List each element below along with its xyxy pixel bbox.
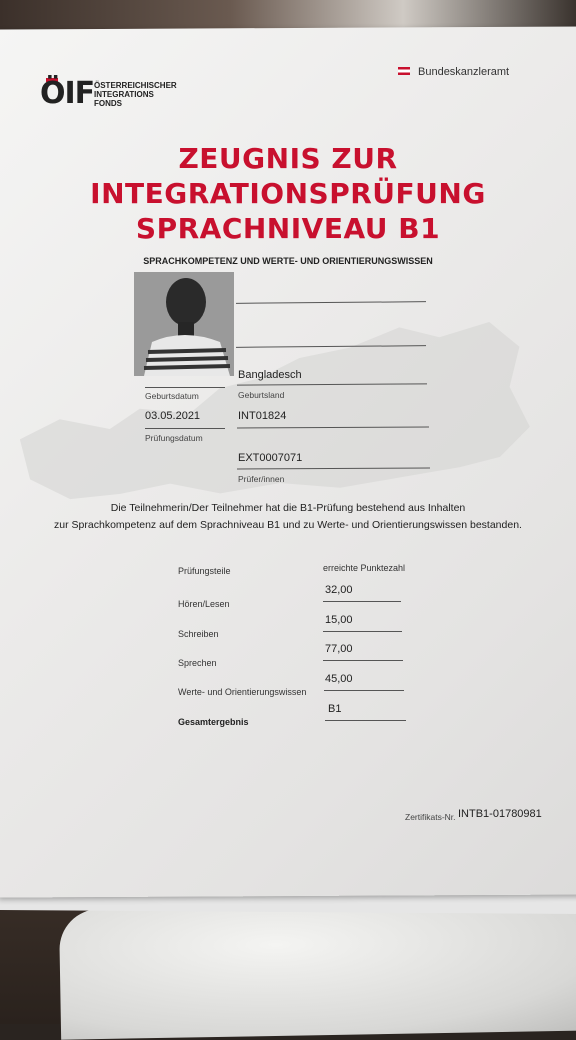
exam-date-value: 03.05.2021	[145, 410, 201, 422]
total-label: Gesamtergebnis	[178, 717, 249, 727]
title-line-1: ZEUGNIS ZUR	[178, 142, 398, 175]
part-werte: Werte- und Orientierungswissen	[178, 687, 307, 697]
part-hoeren-lesen: Hören/Lesen	[178, 599, 230, 609]
portrait-photo	[134, 272, 234, 376]
points-hoeren-lesen: 32,00	[325, 584, 353, 596]
part-sprechen: Sprechen	[178, 658, 217, 668]
column-header-parts: Prüfungsteile	[178, 566, 231, 576]
austria-flag-icon	[398, 67, 410, 75]
exam-date-line	[145, 428, 225, 429]
examiner-value: EXT0007071	[238, 452, 303, 464]
title-line-3: SPRACHNIVEAU B1	[135, 212, 441, 245]
points-line-2	[323, 631, 402, 632]
birth-date-line	[145, 387, 225, 388]
points-line-1	[323, 601, 401, 602]
certificate-number-label: Zertifikats-Nr.	[405, 812, 456, 822]
birth-country-value: Bangladesch	[238, 369, 302, 381]
total-line	[325, 720, 406, 721]
column-header-points: erreichte Punktezahl	[323, 563, 406, 573]
points-line-3	[323, 660, 403, 661]
ministry-name: Bundeskanzleramt	[418, 66, 510, 78]
statement-line-2: zur Sprachkompetenz auf dem Sprachniveau B1 und zu Werte- und Orientierungswissen bestanden.	[54, 519, 522, 531]
oif-logo: ÖIF	[40, 76, 95, 111]
part-schreiben: Schreiben	[178, 629, 219, 639]
title-line-2: INTEGRATIONSPRÜFUNG	[90, 177, 486, 210]
points-line-4	[324, 690, 404, 691]
birth-country-label: Geburtsland	[238, 390, 285, 400]
statement-line-1: Die Teilnehmerin/Der Teilnehmer hat die B1-Prüfung bestehend aus Inhalten	[110, 502, 466, 514]
total-value: B1	[328, 703, 342, 715]
cloth-background	[59, 900, 576, 1039]
oif-logo-text: ÖSTERREICHISCHER INTEGRATIONS FONDS	[94, 81, 177, 108]
certificate-number: INTB1-01780981	[458, 808, 542, 820]
exam-id-value: INT01824	[238, 410, 287, 422]
examiner-label: Prüfer/innen	[238, 474, 285, 484]
exam-date-label: Prüfungsdatum	[145, 433, 203, 443]
birth-date-label: Geburtsdatum	[145, 391, 199, 401]
points-schreiben: 15,00	[325, 614, 353, 626]
subtitle: SPRACHKOMPETENZ UND WERTE- UND ORIENTIERUNGSWISSEN	[143, 256, 433, 266]
points-sprechen: 77,00	[325, 643, 353, 655]
points-werte: 45,00	[325, 673, 353, 685]
